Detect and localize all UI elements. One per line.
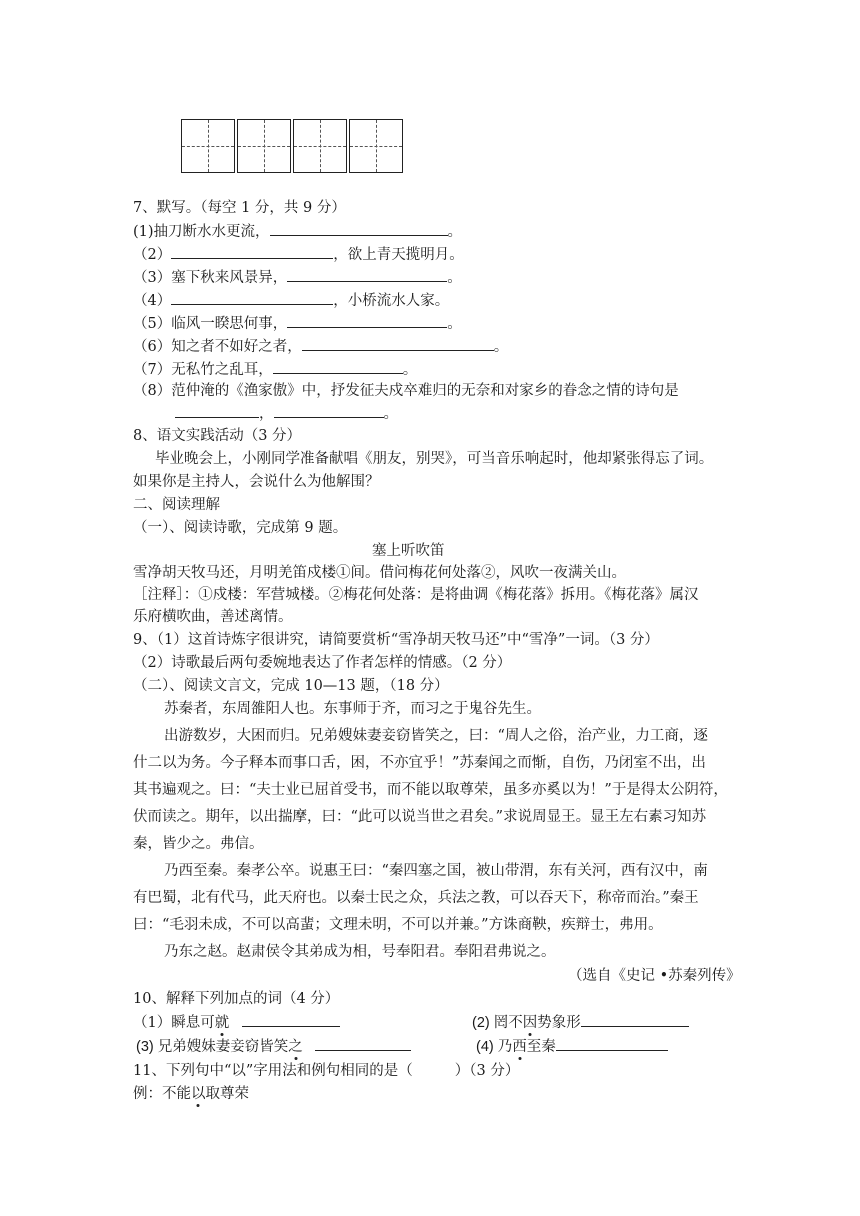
q7-item-5: （5）临风一睽思何事， 。 (133, 313, 462, 334)
q7-item-2: （2） ，欲上青天揽明月。 (133, 244, 464, 265)
classical-paragraph: 乃东之赵。赵肃侯令其弟成为相，号奉阳君。奉阳君弗说之。 (164, 944, 556, 960)
poem-title: 塞上听吹笛 (372, 543, 445, 559)
q7-item-7: （7）无私竹之乱耳， 。 (133, 359, 417, 380)
q7-item-8-blanks: ， 。 (175, 403, 398, 424)
answer-blank[interactable] (270, 221, 448, 236)
q9-line-1: 9、（1）这首诗炼字很讲究，请简要赏析“雪净胡天牧马还”中“雪净”一词。（3 分） (133, 632, 659, 648)
answer-blank[interactable] (581, 1012, 689, 1027)
q8-paragraph-1: 毕业晚会上，小刚同学准备献唱《朋友，别哭》，可当音乐响起时，他却紧张得忘了词。 (155, 451, 714, 467)
answer-blank[interactable] (273, 359, 403, 374)
classical-paragraph: 秦，皆少之。弗信。 (133, 836, 264, 852)
answer-blank[interactable] (171, 290, 333, 305)
classical-paragraph: 出游数岁，大困而归。兄弟嫂妹妻妾窃皆笑之，曰：“周人之俗，治产业，力工商，逐 (164, 728, 708, 744)
source-citation: （选自《史记 •苏秦列传》 (568, 968, 741, 984)
answer-blank[interactable] (287, 267, 447, 282)
q10-item-2: (2) 罔不因势象形 (472, 1012, 689, 1033)
poem-note-2: 乐府横吹曲，善述离情。 (133, 609, 293, 625)
writing-cell (349, 119, 403, 173)
classical-paragraph: 伏而读之。期年，以出揣摩，曰：“此可以说当世之君矣。”求说周显王。显王左右素习知苏 (133, 809, 707, 825)
classical-paragraph: 什二以为务。今子释本而事口舌，困，不亦宜乎！”苏秦闻之而惭，自伤，乃闭室不出，出 (133, 755, 706, 771)
poem-note-1: ［注释］：①戍楼：军营城楼。②梅花何处落：是将曲调《梅花落》拆用。《梅花落》属汉 (133, 587, 699, 603)
writing-cell (181, 119, 235, 173)
answer-blank[interactable] (287, 313, 447, 328)
q7-item-1: (1)抽刀断水水更流， 。 (133, 221, 462, 242)
q11-question: 11、下列句中“以”字用法和例句相同的是（ ）（3 分） (133, 1063, 520, 1079)
subsection-poem: （一）、阅读诗歌，完成第 9 题。 (133, 520, 348, 536)
answer-blank[interactable] (556, 1036, 668, 1051)
q10-item-4: (4) 乃西至秦 (476, 1036, 668, 1057)
answer-blank[interactable] (315, 1036, 411, 1051)
q7-header: 7、默写。（每空 1 分，共 9 分） (133, 200, 346, 216)
section-heading: 二、阅读理解 (133, 497, 220, 513)
classical-paragraph: 乃西至秦。秦孝公卒。说惠王曰：“秦四塞之国，被山带渭，东有关河，西有汉中，南 (164, 863, 708, 879)
answer-blank[interactable] (242, 1012, 340, 1027)
tianzige-grid (181, 119, 403, 173)
q11-example: 例：不能以取尊荣 (133, 1086, 249, 1102)
q10-item-1: （1）瞬息可就 (133, 1012, 340, 1033)
q7-item-3: （3）塞下秋来风景异， 。 (133, 267, 462, 288)
q7-item-4: （4） ，小桥流水人家。 (133, 290, 449, 311)
q7-item-6: （6）知之者不如好之者， 。 (133, 336, 508, 357)
answer-blank[interactable] (274, 403, 384, 418)
writing-cell (237, 119, 291, 173)
answer-slot[interactable] (413, 1061, 455, 1075)
classical-paragraph: 有巴蜀，北有代马，此天府也。以秦士民之众，兵法之教，可以吞天下，称帝而治。”秦王 (133, 890, 699, 906)
q8-paragraph-2: 如果你是主持人，会说什么为他解围？ (133, 474, 380, 490)
classical-paragraph: 其书遍观之。曰：“夫士业已屈首受书，而不能以取尊荣，虽多亦奚以为！”于是得太公阴符， (133, 782, 728, 798)
subsection-classical: （二）、阅读文言文，完成 10—13 题，（18 分） (133, 678, 449, 694)
q8-header: 8、语文实践活动（3 分） (133, 428, 302, 444)
writing-cell (293, 119, 347, 173)
q10-item-3: (3) 兄弟嫂妹妻妾窃皆笑之 (136, 1036, 411, 1057)
classical-paragraph: 曰：“毛羽未成，不可以高蜚；文理未明，不可以并兼。”方诛商鞅，疾辩士，弗用。 (133, 917, 663, 933)
q10-header: 10、解释下列加点的词（4 分） (133, 991, 340, 1007)
answer-blank[interactable] (302, 336, 494, 351)
answer-blank[interactable] (175, 403, 259, 418)
q7-item-8: （8）范仲淹的《渔家傲》中，抒发征夫戍卒难归的无奈和对家乡的眷念之情的诗句是 (133, 383, 679, 399)
classical-paragraph: 苏秦者，东周雒阳人也。东事师于齐，而习之于鬼谷先生。 (164, 701, 541, 717)
answer-blank[interactable] (171, 244, 333, 259)
q9-line-2: （2）诗歌最后两句委婉地表达了作者怎样的情感。（2 分） (133, 655, 512, 671)
poem-text: 雪净胡天牧马还，月明羌笛戍楼①间。借问梅花何处落②，风吹一夜满关山。 (133, 565, 626, 581)
